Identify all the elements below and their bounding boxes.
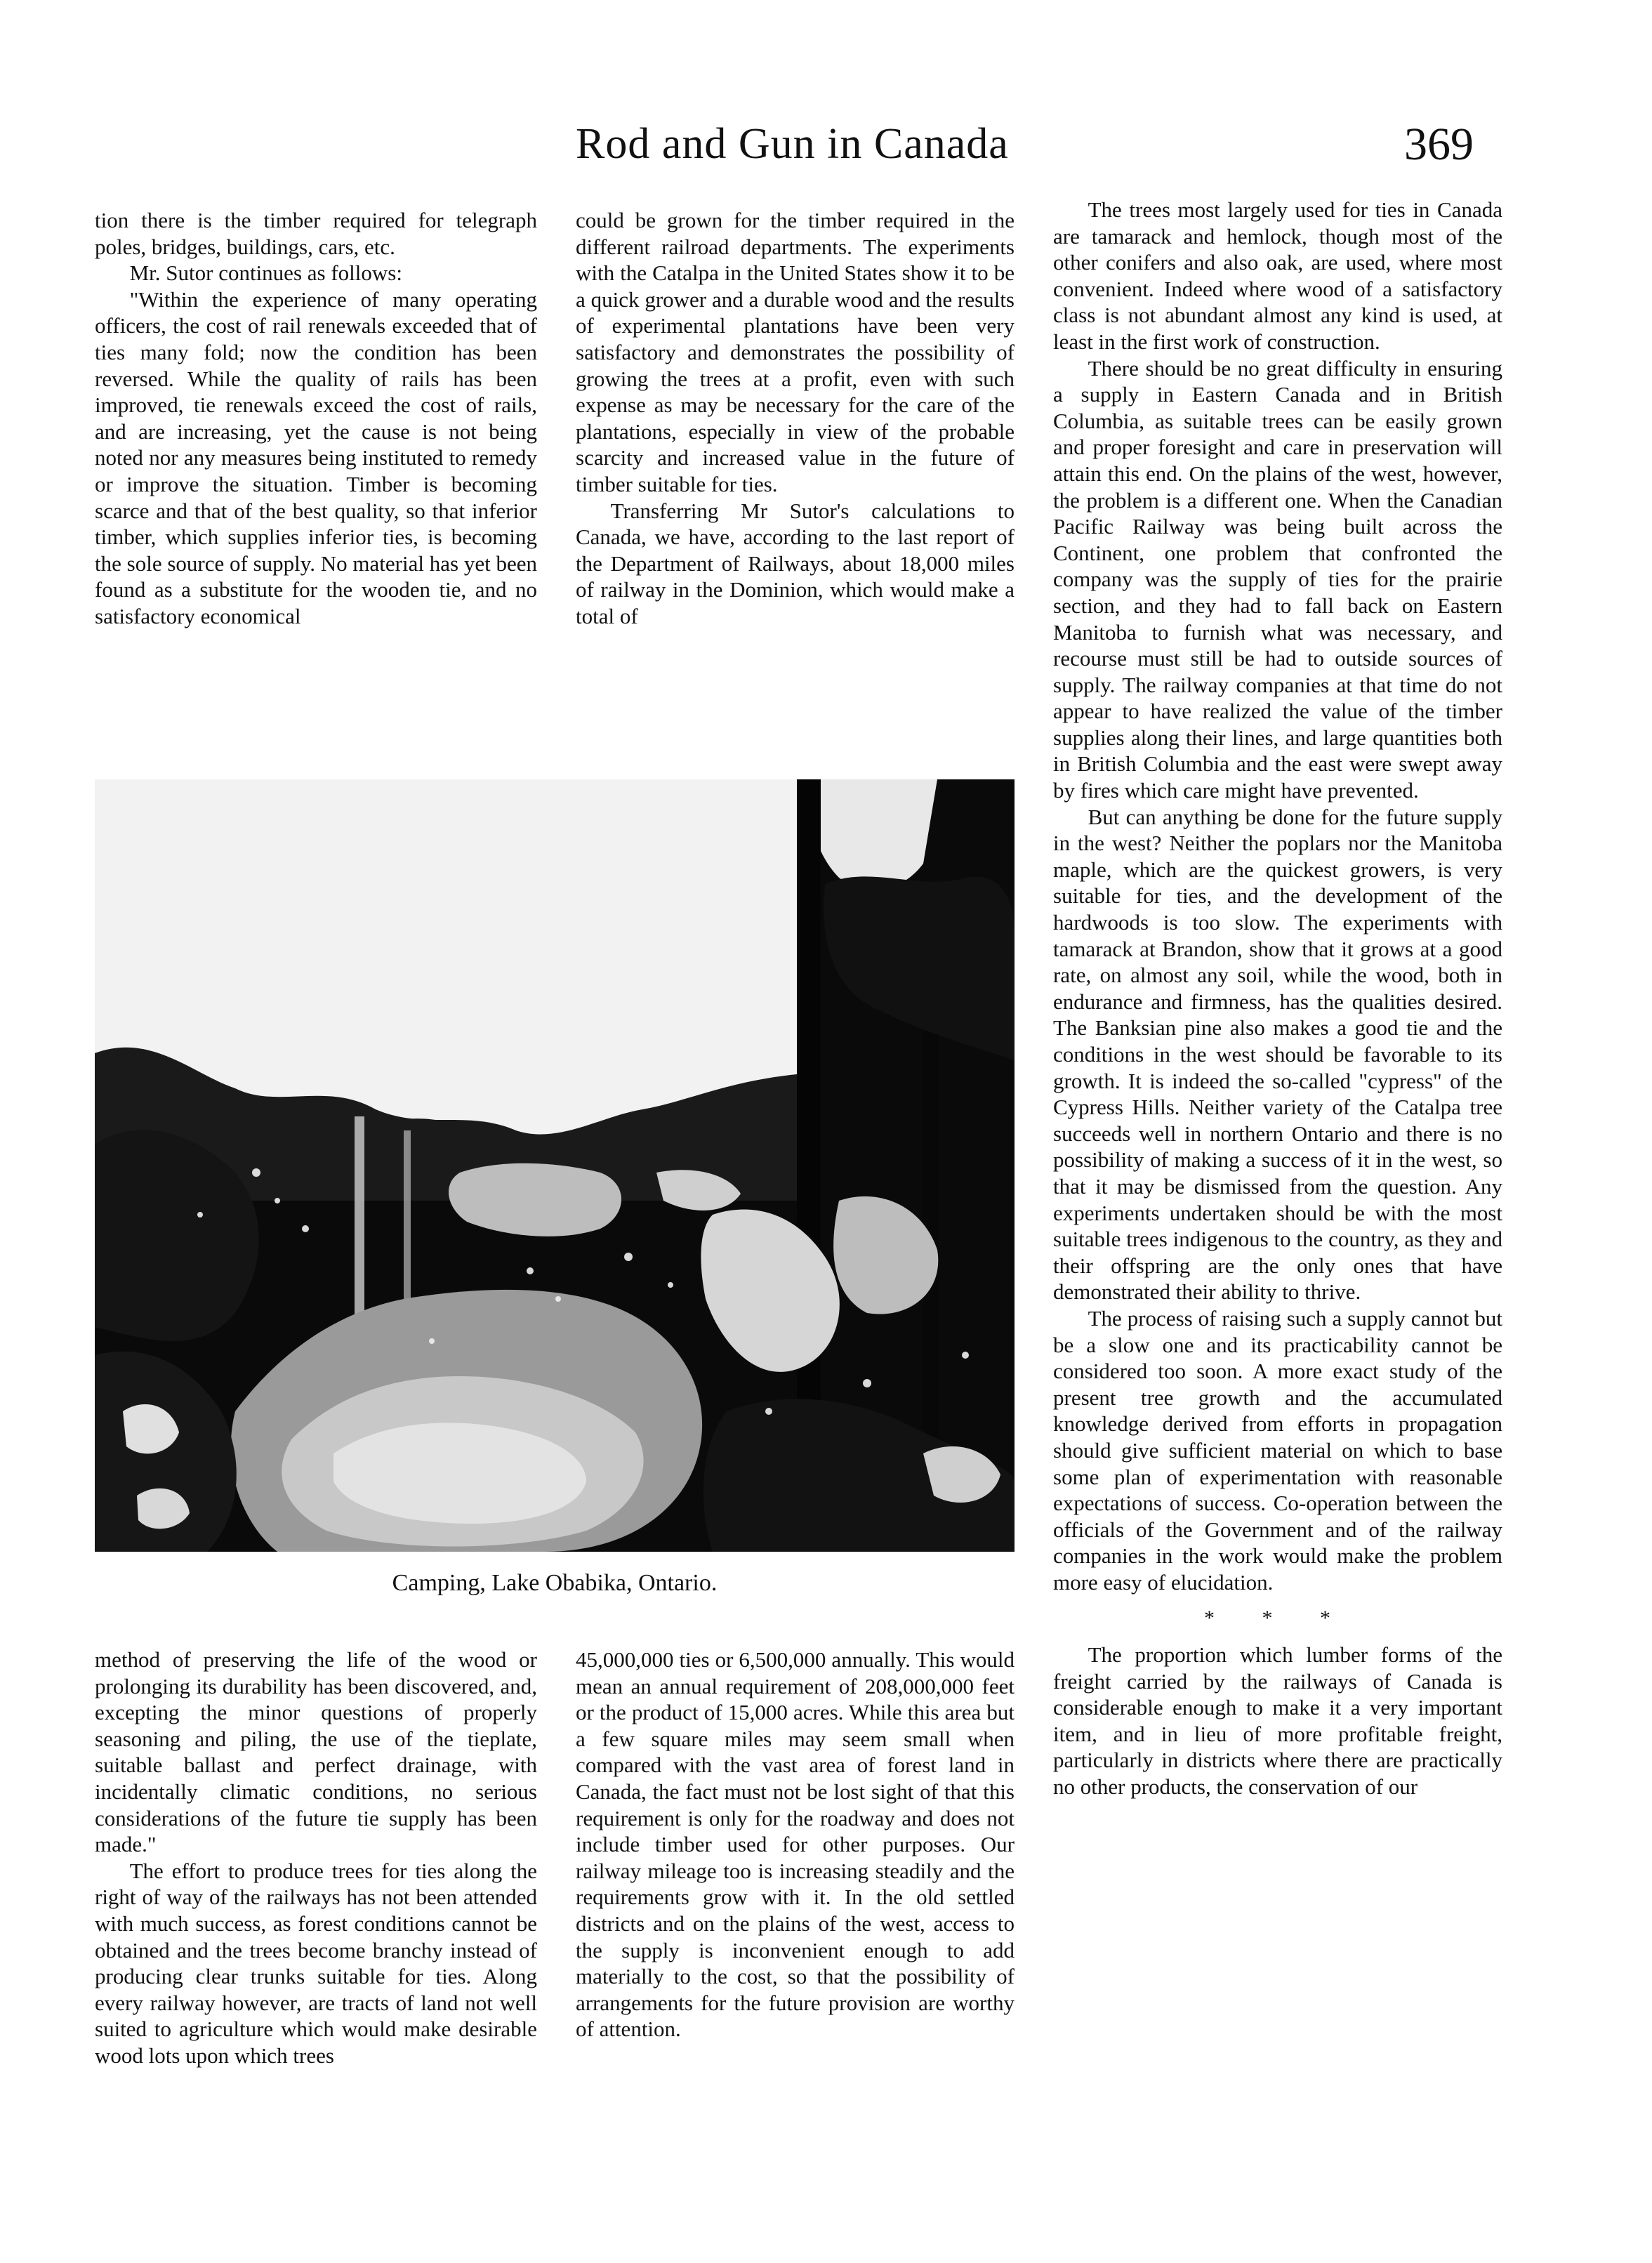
camping-photo: [95, 779, 1015, 1552]
paragraph: The proportion which lumber forms of the freight carried by the railways of Canada is considerable enough to make it a very important item, and in lieu of more profitable freight, particularly in districts where there are practically no other products, the conservation of our: [1053, 1642, 1502, 1800]
column-1-bottom: [95, 1647, 537, 2069]
paragraph: There should be no great difficulty in ensuring a supply in Eastern Canada and in British Columbia, as suitable trees can be easily grown and proper foresight and care in preservation will attain this end. On the plains of the west, however, the problem is a different one. When the Canadian Pacific Railway was being built across the Continent, one problem that confronted the company was the supply of ties for the prairie section, and they had to fall back on Eastern Manitoba to furnish what was necessary, and recourse must still be had to outside sources of supply. The railway companies at that time do not appear to have realized the value of the timber supplies along their lines, and large quantities both in British Columbia and the east were swept away by fires which care might have prevented.: [1053, 355, 1502, 803]
running-title: Rod and Gun in Canada: [576, 120, 1009, 168]
page-header: [0, 112, 1652, 183]
column-3: [1053, 197, 1502, 1800]
paragraph: Transferring Mr Sutor's calculations to Canada, we have, according to the last report of the Department of Railways, about 18,000 miles of railway in the Dominion, which would make a total of: [576, 498, 1015, 628]
paragraph: method of preserving the life of the wood or prolonging its durability has been discovered, and, excepting the minor questions of properly seasoning and piling, the use of the tieplate, suitable ballast and perfect drainage, with incidentally climatic conditions, no serious considerations of the future tie supply has been made.": [95, 1647, 537, 1857]
section-separator: * * *: [1204, 1606, 1352, 1630]
photo-illustration: [95, 779, 1015, 1552]
paragraph: The effort to produce trees for ties along the right of way of the railways has not been attended with much success, as forest conditions cannot be obtained and the trees become branchy instead of producing clear trunks suitable for ties. Along every railway however, are tracts of land not well suited to agriculture which would make desirable wood lots upon which trees: [95, 1858, 537, 2068]
photo-caption: Camping, Lake Obabika, Ontario.: [392, 1570, 718, 1596]
paragraph: tion there is the timber required for telegraph poles, bridges, buildings, cars, etc.: [95, 208, 537, 259]
paragraph: But can anything be done for the future supply in the west? Neither the poplars nor the Manitoba maple, which are the quickest growers, is very suitable for ties, and the development of the hardwoods is too slow. The experiments with tamarack at Brandon, show that it grows at a good rate, on almost any soil, while the wood, both in endurance and firmness, has the qualities desired. The Banksian pine also makes a good tie and the conditions in the west should be favorable to its growth. It is indeed the so-called "cypress" of the Cypress Hills. Neither variety of the Catalpa tree succeeds well in northern Ontario and there is no possibility of making a success of it in the west, so that it may be dismissed from the question. Any experiments undertaken should be with the most suitable trees indigenous to the country, as they and their offspring are the only ones that have demonstrated their ability to thrive.: [1053, 804, 1502, 1305]
column-1-top: [95, 207, 537, 630]
paragraph: The process of raising such a supply cannot but be a slow one and its practicability cannot be considered too soon. A more exact study of the present tree growth and the accumulated knowledge derived from efforts in propagation should give sufficient material on which to base some plan of experimentation with reasonable expectations of success. Co-operation between the officials of the Government and of the railway companies in the work would make the problem more easy of elucidation.: [1053, 1305, 1502, 1595]
paragraph: Mr. Sutor continues as follows:: [129, 260, 402, 286]
column-2-bottom: [576, 1647, 1015, 2043]
page-number: 369: [1404, 119, 1474, 170]
paragraph: could be grown for the timber required in the different railroad departments. The experiments with the Catalpa in the United States show it to be a quick grower and a durable wood and the results of experimental plantations have been very satisfactory and demonstrates the possibility of growing the trees at a profit, even with such expense as may be necessary for the care of the plantations, especially in view of the probable scarcity and increased value in the future of timber suitable for ties.: [576, 208, 1015, 496]
paragraph: "Within the experience of many operating officers, the cost of rail renewals exceeded that of ties many fold; now the condition has been reversed. While the quality of rails has been improved, tie renewals exceed the cost of rails, and are increasing, yet the cause is not being noted nor any measures being instituted to remedy or improve the situation. Timber is becoming scarce and that of the best quality, so that inferior timber, which supplies inferior ties, is becoming the sole source of supply. No material has yet been found as a substitute for the wooden tie, and no satisfactory economical: [95, 286, 537, 628]
column-2-top: [576, 207, 1015, 630]
paragraph: The trees most largely used for ties in Canada are tamarack and hemlock, though most of the other conifers and also oak, are used, where most convenient. Indeed where wood of a satisfactory class is not abundant almost any kind is used, at least in the first work of construction.: [1053, 197, 1502, 354]
paragraph: 45,000,000 ties or 6,500,000 annually. This would mean an annual requirement of 208,000,000 feet or the product of 15,000 acres. While this area but a few square miles may seem small when compared with the vast area of forest land in Canada, the fact must not be lost sight of that this requirement is only for the roadway and does not include timber used for other purposes. Our railway mileage too is increasing steadily and the requirements grow with it. In the old settled districts and on the plains of the west, access to the supply is inconvenient enough to add materially to the cost, so that the possibility of arrangements for the future provision are worthy of attention.: [576, 1647, 1015, 2042]
